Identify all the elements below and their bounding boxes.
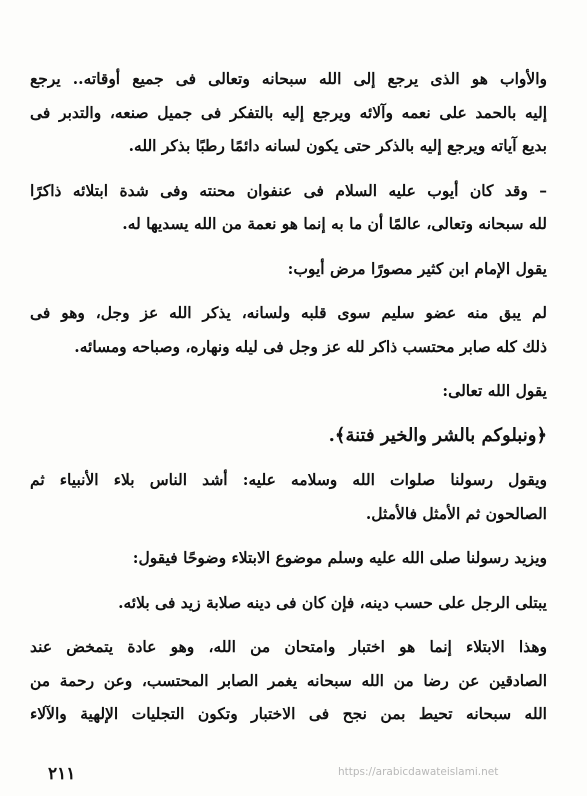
- page-number: ٢١١: [48, 764, 76, 784]
- text-line: ويزيد رسولنا صلى الله عليه وسلم موضوع الابتلاء وضوحًا فيقول:: [132, 548, 547, 567]
- text-line: وهذا الابتلاء إنما هو اختبار وامتحان من الله، وهو عادة يتمخض عند: [30, 637, 547, 656]
- text-line: الصالحون ثم الأمثل فالأمثل.: [365, 503, 547, 523]
- paragraph: [30, 630, 547, 731]
- text-line: يقول الإمام ابن كثير مصورًا مرض أيوب:: [287, 258, 547, 278]
- paragraph: [30, 463, 547, 530]
- text-line: – وقد كان أيوب عليه السلام فى عنفوان محنته وفى شدة ابتلائه ذاكرًا: [30, 180, 547, 200]
- text-line: الصادقين عن رضا من الله سبحانه يغمر الصابر المحتسب، وعن رحمة من: [30, 670, 547, 690]
- paragraph: [30, 586, 547, 620]
- text-line: الله سبحانه تحيط بمن نجح فى الاختبار وتكون التجليات الإلهية والآلاء: [30, 704, 547, 723]
- text-line: والأواب هو الذى يرجع إلى الله سبحانه وتعالى فى جميع أوقاته.. يرجع: [30, 69, 547, 88]
- text-line: لله سبحانه وتعالى، عالمًا أن ما به إنما هو نعمة من الله يسديها له.: [122, 214, 547, 233]
- paragraph: [30, 174, 547, 241]
- text-line: ذلك كله صابر محتسب ذاكر لله عز وجل فى ليله ونهاره، وصباحه ومسائه.: [74, 336, 547, 356]
- paragraph: [30, 62, 547, 163]
- paragraph: [30, 541, 547, 575]
- watermark-url: https://arabicdawateislami.net: [338, 766, 499, 778]
- body-text: [30, 62, 547, 742]
- text-line: يبتلى الرجل على حسب دينه، فإن كان فى دينه صلابة زيد فى بلائه.: [118, 592, 547, 612]
- text-line: ويقول رسولنا صلوات الله وسلامه عليه: أشد الناس بلاء الأنبياء ثم: [30, 470, 547, 489]
- text-line: إليه بالحمد على نعمه وآلائه ويرجع إليه بالتفكر فى جميل صنعه، والتدبر فى: [30, 102, 547, 122]
- text-line: ﴿ونبلوكم بالشر والخير فتنة﴾.: [328, 424, 547, 446]
- text-line: بديع آياته ويرجع إليه بالذكر حتى يكون لسانه دائمًا رطبًا بذكر الله.: [128, 136, 547, 155]
- text-line: يقول الله تعالى:: [442, 381, 547, 400]
- paragraph: [30, 296, 547, 363]
- paragraph: [30, 252, 547, 286]
- paragraph: [30, 374, 547, 408]
- text-line: لم يبق منه عضو سليم سوى قلبه ولسانه، يذكر الله عز وجل، وهو فى: [30, 303, 547, 322]
- quran-verse: [30, 419, 547, 453]
